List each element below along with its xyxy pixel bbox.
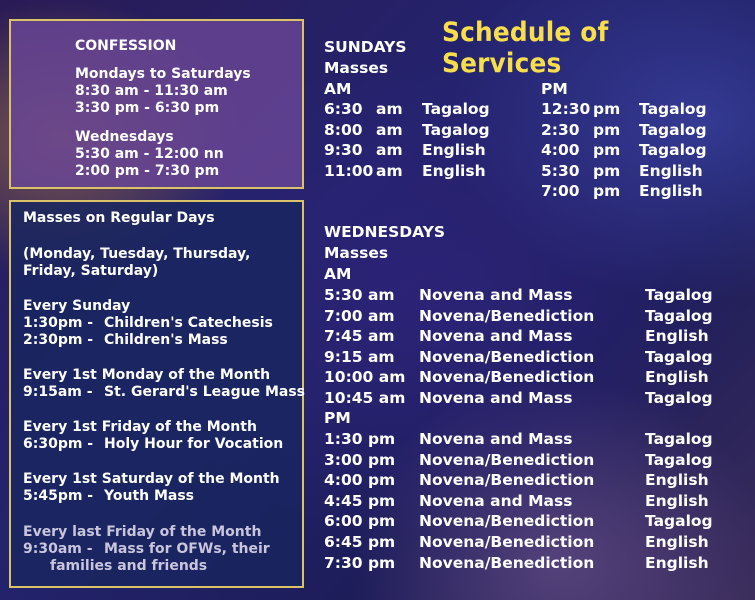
mass-time: 6:30	[324, 100, 363, 118]
service-language: English	[645, 553, 709, 572]
sundays-pm-label: PM	[541, 80, 568, 98]
service-name: Novena/Benediction	[419, 533, 595, 551]
service-name: Novena/Benediction	[419, 306, 595, 325]
page-title: Schedule of Services	[442, 17, 609, 79]
service-language: Tagalog	[645, 389, 713, 407]
service-time: 9:15 am	[324, 347, 395, 366]
first-monday-time: 9:15am -	[23, 384, 93, 400]
every-sunday-heading: Every Sunday	[23, 298, 131, 314]
wednesdays-masses-label: Masses	[324, 244, 389, 262]
confession-wed-label: Wednesdays	[75, 129, 174, 145]
confession-wed-time: 5:30 am - 12:00 nn	[75, 146, 224, 162]
service-language: Tagalog	[645, 430, 713, 448]
service-time: 3:00 pm	[324, 450, 396, 469]
mass-time: 2:30	[541, 120, 580, 139]
mass-ampm: pm	[593, 182, 621, 200]
service-time: 5:30 am	[324, 286, 395, 304]
wednesdays-am-label: AM	[324, 265, 352, 283]
service-time: 10:45 am	[324, 389, 406, 407]
confession-weekday-time: 8:30 am - 11:30 am	[75, 83, 228, 99]
sundays-am-label: AM	[324, 80, 352, 98]
mass-language: Tagalog	[422, 120, 490, 139]
mass-ampm: am	[376, 120, 403, 139]
last-friday-heading: Every last Friday of the Month	[23, 524, 262, 540]
mass-ampm: pm	[593, 120, 621, 139]
service-name: Novena and Mass	[419, 430, 573, 448]
service-name: Novena/Benediction	[419, 553, 595, 572]
service-name: Novena/Benediction	[419, 347, 595, 366]
mass-time: 9:30	[324, 141, 363, 159]
service-name: Novena and Mass	[419, 389, 573, 407]
mass-ampm: am	[376, 100, 403, 118]
service-name: Novena and Mass	[419, 327, 573, 346]
service-time: 7:45 am	[324, 327, 395, 346]
service-name: Novena/Benediction	[419, 368, 595, 387]
sunday-event-time: 1:30pm -	[23, 315, 94, 331]
last-friday-time: 9:30am -	[23, 541, 93, 557]
last-friday-event: Mass for OFWs, their	[104, 541, 270, 557]
service-time: 4:45 pm	[324, 491, 396, 510]
first-saturday-heading: Every 1st Saturday of the Month	[23, 471, 280, 487]
mass-language: English	[422, 161, 486, 180]
service-time: 7:00 am	[324, 306, 395, 325]
mass-ampm: pm	[593, 100, 621, 118]
sundays-masses-label: Masses	[324, 59, 389, 77]
service-time: 6:00 pm	[324, 512, 396, 531]
service-language: Tagalog	[645, 347, 713, 366]
service-time: 6:45 pm	[324, 533, 396, 551]
first-monday-heading: Every 1st Monday of the Month	[23, 367, 271, 383]
confession-weekday-label: Mondays to Saturdays	[75, 66, 251, 82]
service-language: Tagalog	[645, 286, 713, 304]
service-language: English	[645, 533, 709, 551]
service-language: Tagalog	[645, 512, 713, 531]
service-time: 1:30 pm	[324, 430, 396, 448]
confession-weekday-time: 3:30 pm - 6:30 pm	[75, 100, 220, 116]
mass-language: Tagalog	[639, 120, 707, 139]
regular-days-line: Friday, Saturday)	[23, 263, 159, 279]
wednesdays-pm-label: PM	[324, 409, 351, 427]
first-friday-heading: Every 1st Friday of the Month	[23, 419, 257, 435]
service-time: 10:00 am	[324, 368, 406, 387]
service-language: Tagalog	[645, 306, 713, 325]
service-name: Novena/Benediction	[419, 450, 595, 469]
sunday-event-name: Children's Catechesis	[104, 315, 273, 331]
mass-ampm: am	[376, 161, 403, 180]
first-friday-event: Holy Hour for Vocation	[104, 436, 284, 452]
service-name: Novena/Benediction	[419, 512, 595, 531]
mass-language: Tagalog	[639, 141, 707, 159]
last-friday-event: families and friends	[50, 558, 208, 574]
sundays-heading: SUNDAYS	[324, 38, 407, 56]
service-name: Novena/Benediction	[419, 471, 595, 490]
mass-time: 5:30	[541, 161, 580, 180]
mass-ampm: am	[376, 141, 403, 159]
service-language: English	[645, 471, 709, 490]
service-language: Tagalog	[645, 450, 713, 469]
regular-heading: Masses on Regular Days	[23, 210, 215, 226]
mass-time: 12:30	[541, 100, 591, 118]
mass-time: 4:00	[541, 141, 580, 159]
confession-heading: CONFESSION	[75, 38, 177, 54]
first-saturday-event: Youth Mass	[104, 488, 195, 504]
mass-language: Tagalog	[639, 100, 707, 118]
mass-ampm: pm	[593, 141, 621, 159]
sunday-event-name: Children's Mass	[104, 332, 228, 348]
mass-ampm: pm	[593, 161, 621, 180]
wednesdays-heading: WEDNESDAYS	[324, 223, 446, 241]
mass-time: 7:00	[541, 182, 580, 200]
service-language: English	[645, 491, 709, 510]
service-language: English	[645, 368, 709, 387]
mass-language: English	[639, 182, 703, 200]
regular-days-line: (Monday, Tuesday, Thursday,	[23, 246, 251, 262]
mass-language: English	[422, 141, 486, 159]
service-language: English	[645, 327, 709, 346]
service-time: 4:00 pm	[324, 471, 396, 490]
confession-wed-time: 2:00 pm - 7:30 pm	[75, 163, 220, 179]
service-time: 7:30 pm	[324, 553, 396, 572]
service-name: Novena and Mass	[419, 286, 573, 304]
mass-language: English	[639, 161, 703, 180]
first-monday-event: St. Gerard's League Mass	[104, 384, 305, 400]
first-saturday-time: 5:45pm -	[23, 488, 94, 504]
sunday-event-time: 2:30pm -	[23, 332, 94, 348]
first-friday-time: 6:30pm -	[23, 436, 94, 452]
mass-time: 8:00	[324, 120, 363, 139]
service-name: Novena and Mass	[419, 491, 573, 510]
mass-time: 11:00	[324, 161, 374, 180]
mass-language: Tagalog	[422, 100, 490, 118]
